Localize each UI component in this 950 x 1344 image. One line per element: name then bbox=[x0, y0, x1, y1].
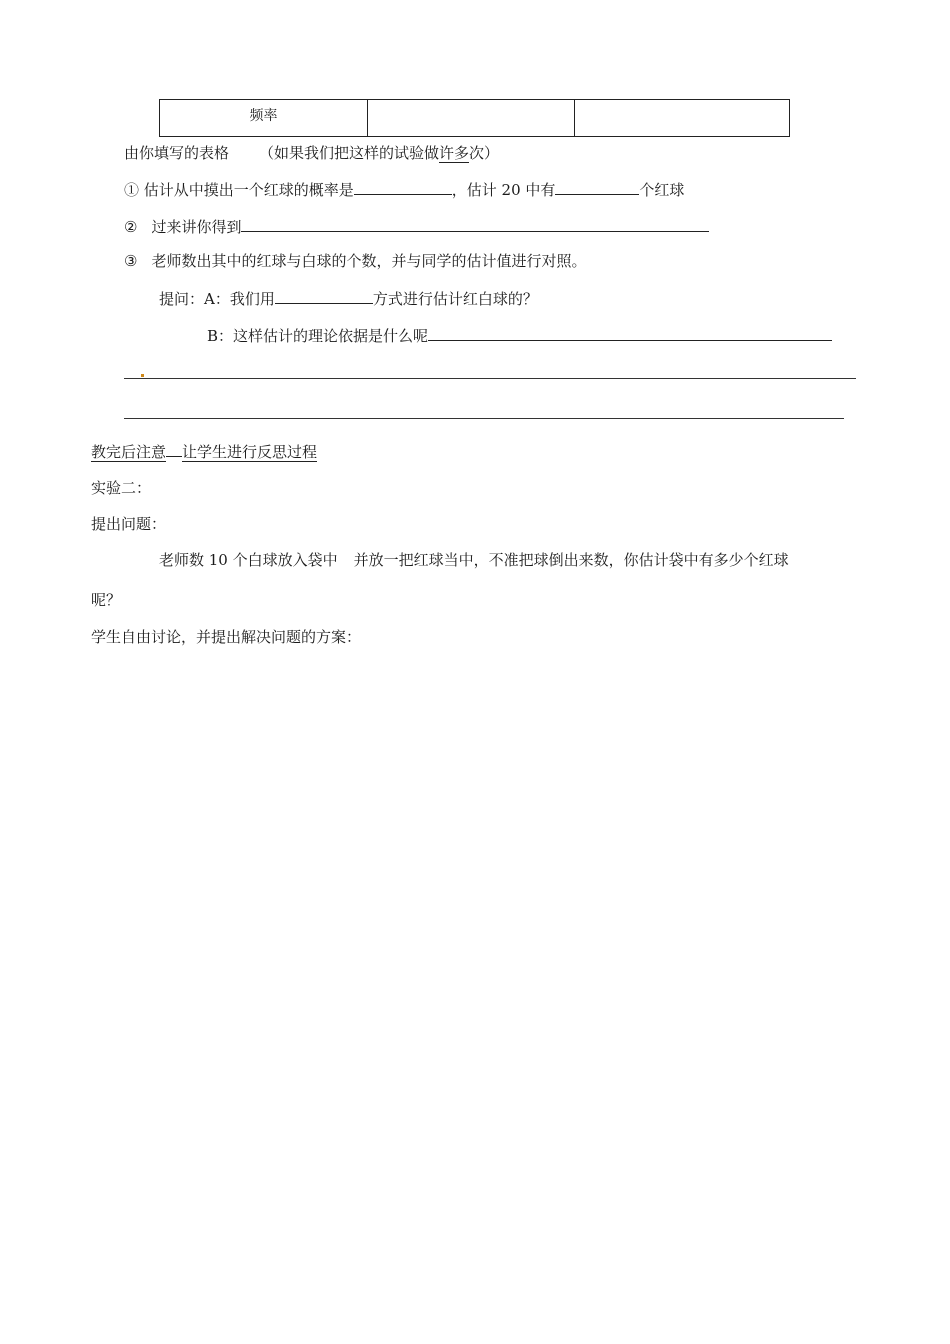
q2-blank[interactable] bbox=[241, 215, 709, 232]
q1-text-2: ，估计 20 中有 bbox=[451, 181, 556, 199]
q1-blank-count[interactable] bbox=[555, 178, 639, 195]
note-text-2: 让学生进行反思过程 bbox=[182, 443, 318, 461]
q1-blank-probability[interactable] bbox=[354, 178, 452, 195]
stray-dot bbox=[141, 374, 144, 377]
exp2-body-1b: 并放一把红球当中，不准把球倒出来数，你估计袋中有多少个红球 bbox=[353, 551, 789, 569]
answer-line-1[interactable] bbox=[124, 378, 856, 379]
question-3 bbox=[124, 251, 586, 271]
frequency-table bbox=[159, 99, 790, 137]
note-text-1: 教完后注意 bbox=[91, 443, 167, 461]
q2-marker: ② bbox=[124, 218, 138, 236]
exp2-ask-title: 提出问题： bbox=[91, 515, 167, 533]
q3-text: 老师数出其中的红球与白球的个数，并与同学的估计值进行对照。 bbox=[151, 252, 587, 270]
table-row bbox=[160, 100, 790, 137]
table-cell-empty[interactable] bbox=[368, 100, 575, 137]
intro-paren-close: 次） bbox=[469, 144, 500, 162]
intro-text: 由你填写的表格 bbox=[124, 144, 230, 162]
intro-underlined: 许多 bbox=[439, 144, 470, 162]
intro-paren-open: （如果我们把这样的试验做 bbox=[259, 144, 440, 162]
ask-b-blank[interactable] bbox=[428, 324, 832, 341]
ask-a bbox=[159, 287, 538, 309]
exp2-body-line-1 bbox=[159, 550, 789, 570]
ask-b bbox=[207, 324, 832, 346]
teaching-note bbox=[91, 440, 317, 462]
ask-a-suffix: 方式进行估计红白球的？ bbox=[372, 290, 538, 308]
intro-line bbox=[124, 143, 499, 163]
exp2-body-line-2: 呢？ bbox=[91, 591, 122, 609]
q2-text: 过来讲你得到 bbox=[151, 218, 242, 236]
table-cell-empty[interactable] bbox=[575, 100, 790, 137]
q3-marker: ③ bbox=[124, 252, 138, 270]
table-cell-label: 频率 bbox=[160, 100, 368, 137]
question-2 bbox=[124, 215, 709, 237]
q1-text-1: ① 估计从中摸出一个红球的概率是 bbox=[124, 181, 354, 199]
exp2-discussion: 学生自由讨论，并提出解决问题的方案： bbox=[91, 628, 362, 646]
exp2-body-1a: 老师数 10 个白球放入袋中 bbox=[159, 551, 338, 569]
answer-line-2[interactable] bbox=[124, 418, 844, 419]
exp2-title: 实验二： bbox=[91, 479, 152, 497]
ask-a-blank[interactable] bbox=[275, 287, 373, 304]
q1-text-3: 个红球 bbox=[639, 181, 685, 199]
ask-b-text: B：这样估计的理论依据是什么呢 bbox=[207, 327, 429, 345]
question-1 bbox=[124, 178, 684, 200]
ask-a-prefix: 提问：A：我们用 bbox=[159, 290, 275, 308]
